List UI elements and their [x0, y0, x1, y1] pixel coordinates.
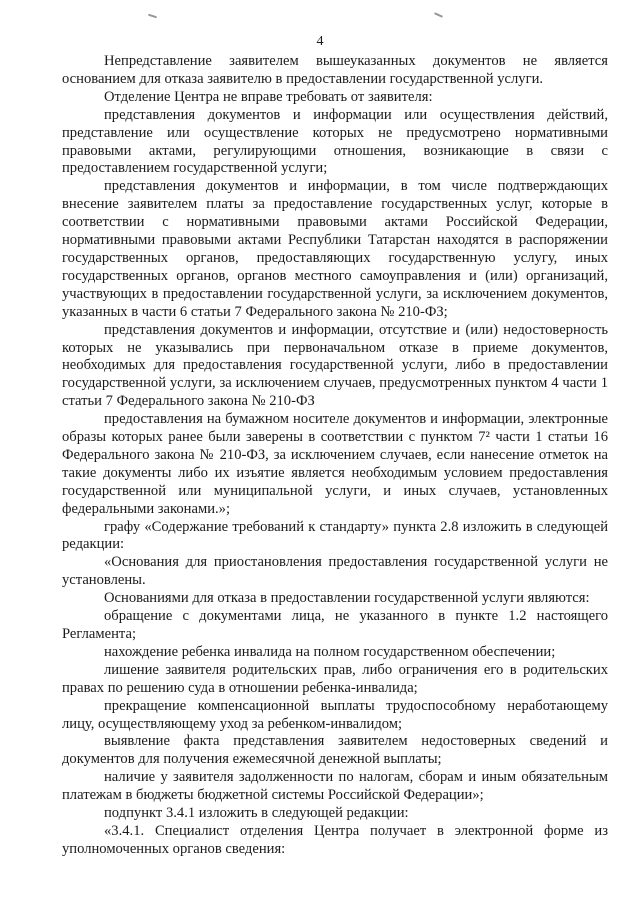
paragraph: «Основания для приостановления предоставления государственной услуги не установлены.	[62, 554, 608, 589]
paragraph: «3.4.1. Специалист отделения Центра получает в электронной форме из уполномоченных органов сведения:	[62, 822, 608, 857]
paragraph: графу «Содержание требований к стандарту» пункта 2.8 изложить в следующей редакции:	[62, 518, 608, 553]
paragraph: Отделение Центра не вправе требовать от заявителя:	[104, 88, 433, 105]
paragraph: прекращение компенсационной выплаты трудоспособному неработающему лицу, осуществляющему уход за ребенком-инвалидом;	[62, 697, 608, 732]
paragraph: лишение заявителя родительских прав, либо ограничения его в родительских правах по решению суда в отношении ребенка-инвалида;	[62, 661, 608, 696]
paragraph: Непредставление заявителем вышеуказанных документов не является основанием для отказа заявителю в предоставлении государственной услуги.	[62, 53, 608, 87]
scan-artifact-mark	[434, 12, 443, 17]
paragraph: нахождение ребенка инвалида на полном государственном обеспечении;	[104, 643, 556, 660]
paragraph: выявление факта представления заявителем недостоверных сведений и документов для получения ежемесячной денежной выплаты;	[62, 733, 608, 768]
paragraph: предоставления на бумажном носителе документов и информации, электронные образы которых ранее были заверены в соответствии с пунктом 7² части 1 статьи 16 Федерального закона № 210-ФЗ, за исключением случаев, если нанесение отметок на такие документы либо их изъятие является необходимым условием предоставления государственной или муниципальной услуги, и иных случаев, установленных федеральными законами.»;	[62, 411, 608, 517]
scan-artifact-mark	[148, 14, 157, 19]
paragraph: Основаниями для отказа в предоставлении государственной услуги являются:	[104, 590, 590, 607]
document-body	[62, 53, 608, 859]
paragraph: подпункт 3.4.1 изложить в следующей редакции:	[104, 805, 409, 822]
paragraph: представления документов и информации, отсутствие и (или) недостоверность которых не указывались при первоначальном отказе в приеме документов, необходимых для предоставления государственной услуги, либо в предоставлении государственной услуги, за исключением случаев, предусмотренных пунктом 4 части 1 статьи 7 Федерального закона № 210-ФЗ	[62, 321, 608, 410]
page-number: 4	[316, 34, 324, 49]
paragraph: представления документов и информации, в том числе подтверждающих внесение заявителем платы за предоставление государственных услуг, которые в соответствии с нормативными правовыми актами Российской Федерации, нормативными правовыми актами Республики Татарстан находятся в распоряжении государственных органов, предоставляющих государственную услугу, иных государственных органов, органов местного самоуправления и (или) организаций, участвующих в предоставлении государственной услуги, за исключением документов, указанных в части 6 статьи 7 Федерального закона № 210-ФЗ;	[62, 178, 608, 320]
paragraph: наличие у заявителя задолженности по налогам, сборам и иным обязательным платежам в бюджеты бюджетной системы Российской Федерации»;	[62, 769, 608, 804]
paragraph: представления документов и информации или осуществления действий, представление или осуществление которых не предусмотрено нормативными правовыми актами, регулирующими отношения, возникающие в связи с предоставлением государственной услуги;	[62, 106, 608, 177]
paragraph: обращение с документами лица, не указанного в пункте 1.2 настоящего Регламента;	[62, 608, 608, 642]
